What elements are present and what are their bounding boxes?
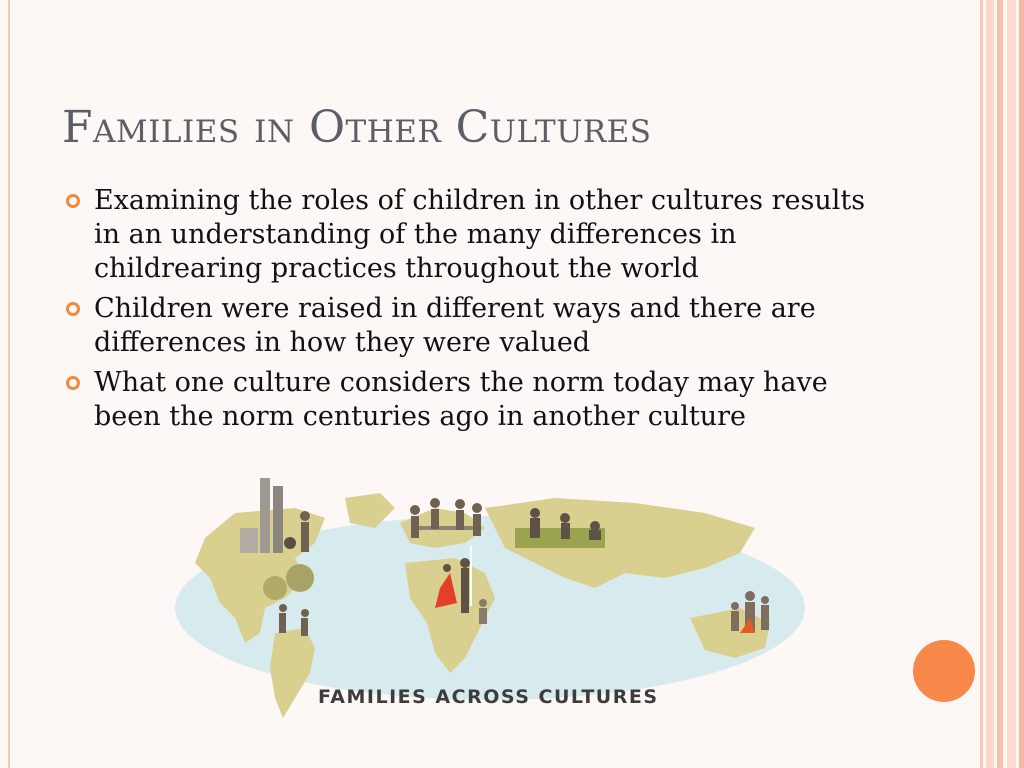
- bullet-item: [62, 292, 882, 360]
- stripe: [1019, 0, 1024, 768]
- bullet-text: Children were raised in different ways and there are differences in how they were valued: [94, 293, 816, 358]
- bullet-list: [62, 184, 882, 440]
- illustration-caption: FAMILIES ACROSS CULTURES: [318, 686, 659, 708]
- bullet-item: [62, 366, 882, 434]
- south-america-landmass: [270, 628, 315, 718]
- decorative-stripes: [980, 0, 1024, 768]
- bullet-text: What one culture considers the norm today may have been the norm centuries ago in another culture: [94, 367, 828, 432]
- bullet-circle-icon: [66, 302, 80, 316]
- building-icon: [240, 528, 258, 553]
- stripe: [997, 0, 1003, 768]
- stripe: [1007, 0, 1016, 768]
- bullet-text: Examining the roles of children in other cultures results in an understanding of the many differences in childrearing practices throughout the world: [94, 185, 866, 284]
- slide-title: Families in Other Cultures: [62, 102, 652, 153]
- stripe: [980, 0, 983, 768]
- bullet-circle-icon: [66, 376, 80, 390]
- bullet-item: [62, 184, 882, 286]
- stripe: [986, 0, 994, 768]
- building-icon: [273, 486, 283, 553]
- building-icon: [260, 478, 270, 553]
- left-border-line: [8, 0, 10, 768]
- decorative-orange-circle: [913, 640, 975, 702]
- bullet-circle-icon: [66, 194, 80, 208]
